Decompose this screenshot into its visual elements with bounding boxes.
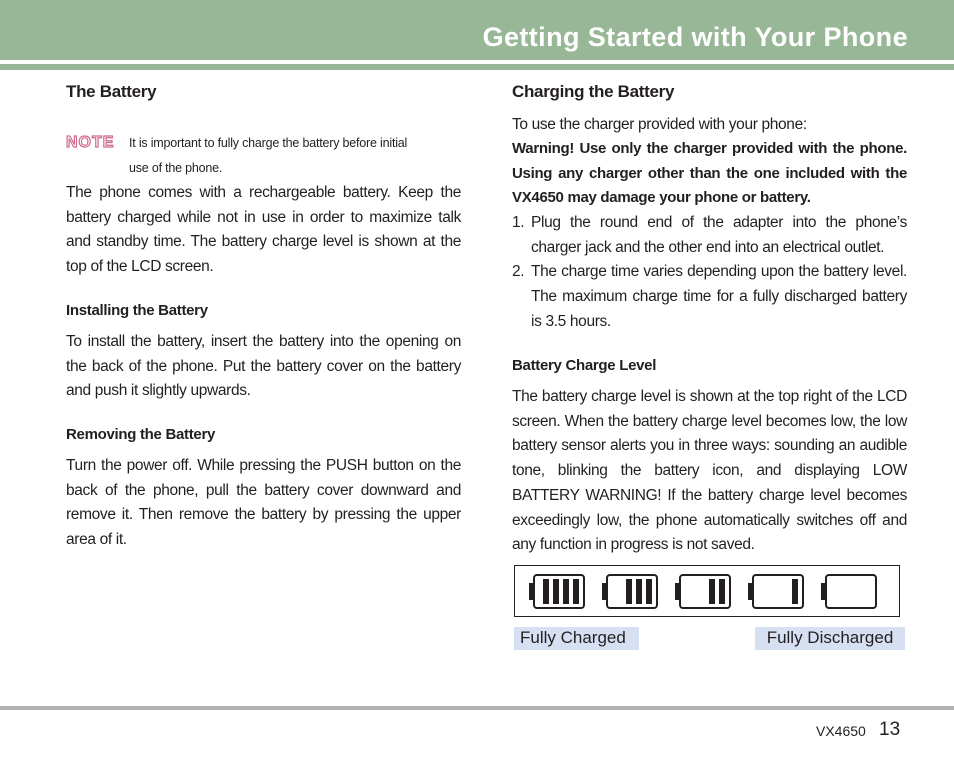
note-block [66, 134, 461, 180]
list-item-number: 1. [512, 214, 525, 231]
battery-bar [573, 579, 579, 604]
installing-paragraph: To install the battery, insert the battery into the opening on the back of the phone. Put the battery cover on the battery and push it slightly upwards. [66, 333, 461, 400]
battery-bar [709, 579, 715, 604]
battery-levels-figure [514, 565, 900, 617]
note-badge: NOTE [66, 134, 115, 151]
charging-steps-list [512, 211, 907, 335]
battery-intro-paragraph: The phone comes with a rechargeable battery. Keep the battery charged while not in use in order to maximize talk and standby time. The battery charge level is shown at the top of the LCD screen. [66, 184, 461, 276]
battery-empty-icon [821, 575, 876, 608]
charger-warning: Warning! Use only the charger provided with the phone. Using any charger other than the one included with the VX4650 may damage your phone or battery. [512, 140, 907, 207]
footer-divider [0, 706, 954, 710]
legend-fully-discharged: Fully Discharged [755, 627, 905, 650]
battery-bar [563, 579, 569, 604]
note-text-line2: use of the phone. [129, 161, 223, 175]
battery-bar [626, 579, 632, 604]
subheading-charge-level: Battery Charge Level [512, 357, 657, 374]
list-item [512, 211, 907, 260]
subheading-removing: Removing the Battery [66, 426, 216, 443]
legend-fully-charged: Fully Charged [514, 627, 639, 650]
battery-1-bar-icon [748, 575, 803, 608]
note-text-line1: It is important to fully charge the battery before initial [129, 136, 408, 150]
subheading-installing: Installing the Battery [66, 302, 208, 319]
battery-bar [553, 579, 559, 604]
battery-2-bars-icon [675, 575, 730, 608]
section-heading-charging: Charging the Battery [512, 82, 675, 101]
page-number: 13 [879, 719, 901, 740]
header-divider [0, 64, 954, 70]
charging-intro: To use the charger provided with your phone: [512, 116, 807, 133]
battery-bar [719, 579, 725, 604]
battery-bar [792, 579, 798, 604]
battery-icons-strip [515, 566, 899, 616]
list-item-text: Plug the round end of the adapter into the phone’s charger jack and the other end into an electrical outlet. [531, 214, 907, 256]
battery-bar [543, 579, 549, 604]
page-title: Getting Started with Your Phone [482, 22, 908, 52]
footer-model: VX4650 [816, 723, 866, 739]
removing-paragraph: Turn the power off. While pressing the PUSH button on the back of the phone, pull the battery cover downward and remove it. Then remove the battery by pressing the upper area of it. [66, 457, 461, 549]
section-heading-battery: The Battery [66, 82, 157, 101]
battery-4-bars-icon [529, 575, 584, 608]
charge-level-paragraph: The battery charge level is shown at the top right of the LCD screen. When the battery charge level becomes low, the low battery sensor alerts you in three ways: sounding an audible tone, blinking the battery icon, and displaying LOW BATTERY WARNING! If the battery charge level becomes exceedingly low, the phone automatically switches off and any function in progress is not saved. [512, 388, 907, 554]
battery-bar [636, 579, 642, 604]
list-item [512, 260, 907, 334]
list-item-text: The charge time varies depending upon the battery level. The maximum charge time for a fully discharged battery is 3.5 hours. [531, 263, 907, 330]
battery-3-bars-icon [602, 575, 657, 608]
list-item-number: 2. [512, 263, 525, 281]
battery-bar [646, 579, 652, 604]
